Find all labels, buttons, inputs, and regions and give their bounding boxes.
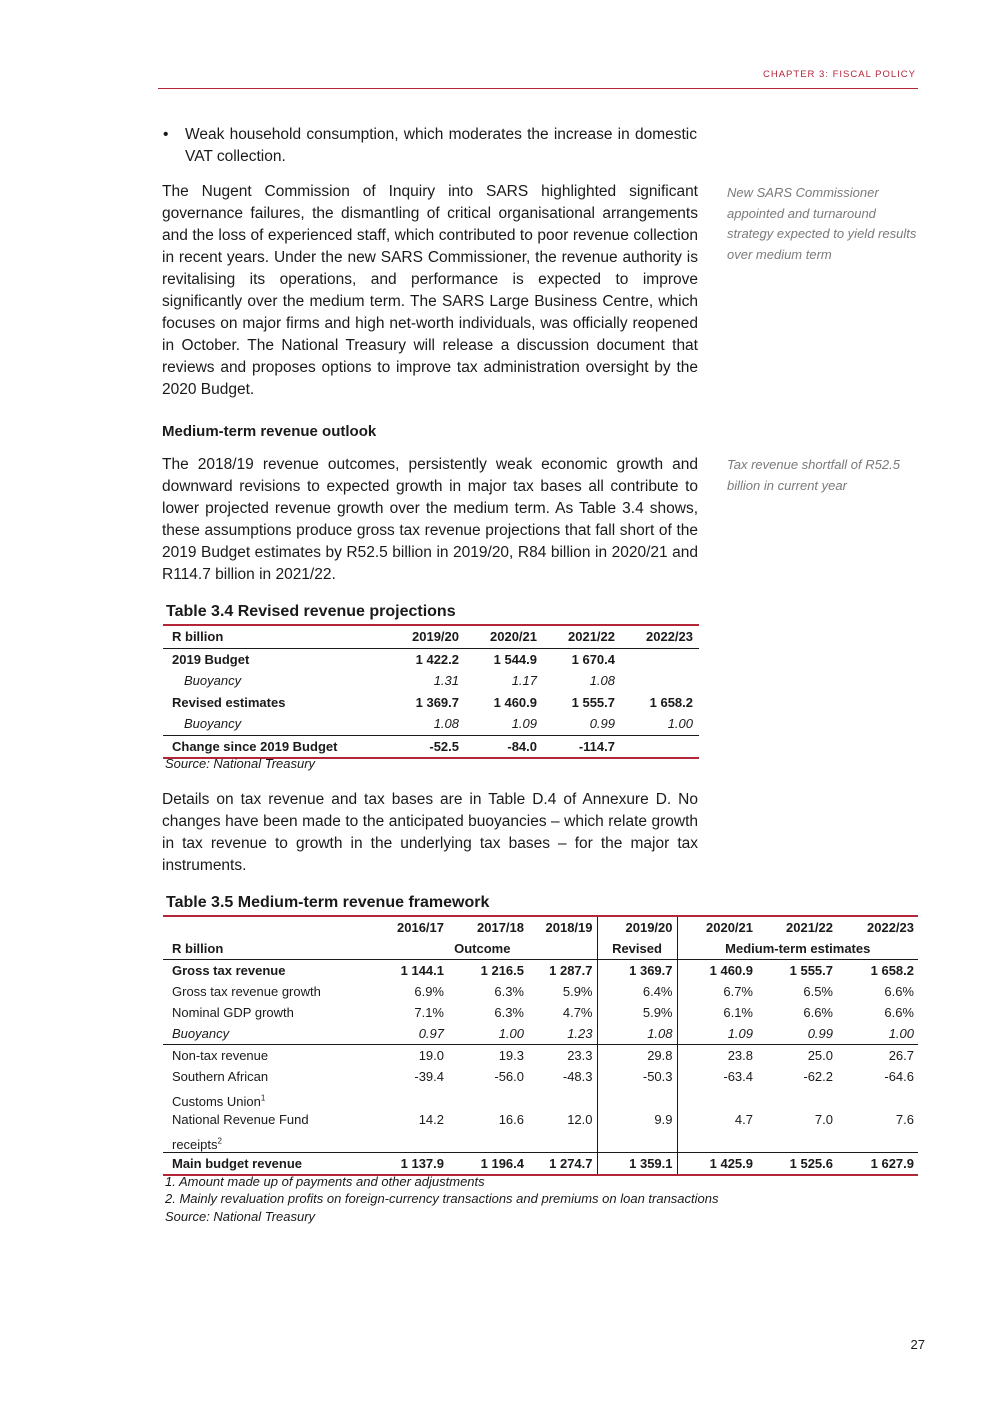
paragraph-sars: The Nugent Commission of Inquiry into SARS highlighted significant governance failures, the dismantling of critical organisational arrangements and the loss of experienced staff, which contributed to poor revenue collection in recent years. Under the new SARS Commissioner, the revenue authority is revitalising its operations, and performance is expected to improve significantly over the medium term. The SARS Large Business Centre, which focuses on major firms and high net-worth individuals, was officially reopened in October. The National Treasury will release a discussion document that reviews and proposes options to improve tax administration oversight by the 2020 Budget. — [162, 183, 698, 398]
row-label: Non-tax revenue — [163, 1045, 368, 1067]
table-3-4-source: Source: National Treasury — [165, 756, 316, 771]
cell: 1 196.4 — [448, 1153, 528, 1176]
cell: 5.9% — [562, 984, 593, 999]
table-row-continuation — [163, 1130, 918, 1153]
cell — [621, 735, 699, 758]
cell: 1.00 — [667, 716, 693, 732]
cell: 1 359.1 — [597, 1153, 677, 1176]
footnote-marker: 1 — [260, 1093, 266, 1103]
cell: 4.7 — [677, 1109, 757, 1130]
row-label: Buoyancy — [184, 716, 242, 732]
cell: -50.3 — [597, 1066, 677, 1087]
cell: 23.3 — [528, 1045, 597, 1067]
table-header-row — [163, 916, 918, 938]
cell: 6.6% — [803, 1005, 833, 1020]
cell: 7.6 — [895, 1112, 914, 1127]
cell: 1.17 — [511, 673, 537, 689]
cell: 1.09 — [677, 1023, 757, 1045]
chapter-header: CHAPTER 3: FISCAL POLICY — [763, 69, 916, 80]
cell: -63.4 — [677, 1066, 757, 1087]
row-label-continued: receipts$^2$ — [172, 1136, 222, 1152]
cell: 6.9% — [414, 984, 444, 999]
table-row — [163, 1002, 918, 1023]
table-row — [163, 1045, 918, 1067]
column-header: 2019/20 — [597, 916, 677, 938]
cell — [621, 648, 699, 670]
row-label: Main budget revenue — [163, 1153, 368, 1176]
cell: 6.5% — [803, 984, 833, 999]
cell: 16.6 — [498, 1112, 524, 1127]
cell: 25.0 — [757, 1045, 837, 1067]
cell: 7.1% — [414, 1005, 444, 1020]
cell: 12.0 — [567, 1112, 593, 1127]
column-header: 2021/22 — [786, 920, 833, 935]
group-medium-term: Medium-term estimates — [677, 938, 918, 960]
cell: 1 658.2 — [649, 694, 693, 710]
cell: 6.6% — [884, 1005, 914, 1020]
footnote-marker: 2 — [217, 1136, 222, 1146]
margin-note-shortfall: Tax revenue shortfall of R52.5 billion in current year — [727, 457, 900, 493]
cell: 29.8 — [597, 1045, 677, 1067]
cell: 1 555.7 — [789, 963, 833, 978]
cell: 1.08 — [597, 1023, 677, 1045]
cell: 1 555.7 — [571, 694, 615, 710]
cell: -56.0 — [494, 1069, 524, 1084]
cell: 1.23 — [567, 1026, 593, 1041]
table-row — [163, 1066, 918, 1087]
cell: 1 460.9 — [677, 960, 757, 982]
margin-note-sars: New SARS Commissioner appointed and turnaround strategy expected to yield results over medium term — [727, 185, 917, 262]
cell: 1 144.1 — [400, 963, 444, 978]
cell: -48.3 — [562, 1069, 593, 1084]
group-revised: Revised — [597, 938, 677, 960]
footnote-1: 1. Amount made up of payments and other adjustments — [165, 1174, 485, 1189]
cell: 1 658.2 — [870, 963, 914, 978]
section-heading: Medium-term revenue outlook — [162, 423, 377, 440]
column-header: 2022/23 — [621, 625, 699, 648]
cell: 1 287.7 — [549, 963, 593, 978]
cell: 5.9% — [597, 1002, 677, 1023]
row-label: Buoyancy — [172, 1026, 230, 1041]
table-group-row — [163, 938, 918, 960]
cell: 1.09 — [511, 716, 537, 732]
cell: -52.5 — [387, 735, 465, 758]
cell: 6.1% — [677, 1002, 757, 1023]
row-label-continued: Customs Union$^1$ — [172, 1093, 266, 1109]
cell: 1 369.7 — [597, 960, 677, 982]
column-header: 2022/23 — [867, 920, 914, 935]
cell: 23.8 — [677, 1045, 757, 1067]
column-header: 2018/19 — [545, 920, 593, 935]
row-label: 2019 Budget — [172, 651, 250, 667]
column-header: 2017/18 — [477, 920, 524, 935]
cell: 1.31 — [433, 673, 459, 689]
row-label: Gross tax revenue growth — [172, 984, 321, 999]
cell — [621, 670, 699, 692]
cell: 6.4% — [597, 981, 677, 1002]
cell: 26.7 — [837, 1045, 918, 1067]
bullet-item — [163, 124, 697, 168]
table-row — [163, 1153, 918, 1176]
cell: 0.99 — [807, 1026, 833, 1041]
cell: 0.99 — [589, 716, 615, 732]
table-3-4-title: Table 3.4 Revised revenue projections — [166, 603, 456, 620]
unit-label: R billion — [163, 625, 387, 648]
table-row — [163, 981, 918, 1002]
row-label: Change since 2019 Budget — [163, 735, 387, 758]
cell: 7.0 — [814, 1112, 833, 1127]
cell: 1 137.9 — [368, 1153, 448, 1176]
cell: 1.08 — [589, 673, 615, 689]
cell: 1.00 — [888, 1026, 914, 1041]
table-row — [163, 648, 699, 670]
table-row-continuation — [163, 1087, 918, 1109]
paragraph-details: Details on tax revenue and tax bases are in Table D.4 of Annexure D. No changes have been made to the anticipated buoyancies – which relate growth in tax revenue to growth in the underlying tax bases – for the major tax instruments. — [162, 791, 698, 874]
cell: 1.08 — [433, 716, 459, 732]
cell: 1 460.9 — [493, 694, 537, 710]
cell: 1 627.9 — [837, 1153, 918, 1176]
cell: 1.00 — [498, 1026, 524, 1041]
bullet-dot: • — [163, 126, 169, 143]
row-label: National Revenue Fund — [172, 1112, 309, 1127]
cell: 6.3% — [494, 1005, 524, 1020]
cell: 6.6% — [884, 984, 914, 999]
table-row — [163, 692, 699, 714]
table-row — [163, 713, 699, 735]
footnote-2: 2. Mainly revaluation profits on foreign-currency transactions and premiums on loan transactions — [165, 1191, 719, 1206]
cell: 4.7% — [562, 1005, 593, 1020]
cell: 1 216.5 — [480, 963, 524, 978]
page-number: 27 — [910, 1337, 925, 1352]
group-outcome: Outcome — [368, 938, 597, 960]
cell: 6.3% — [494, 984, 524, 999]
cell: -62.2 — [803, 1069, 833, 1084]
cell: 6.7% — [677, 981, 757, 1002]
table-row — [163, 1023, 918, 1045]
cell: 19.0 — [368, 1045, 448, 1067]
cell: 1 670.4 — [571, 651, 615, 667]
table-3-5 — [163, 915, 918, 1176]
table-3-5-title: Table 3.5 Medium-term revenue framework — [166, 894, 490, 911]
table-row — [163, 1109, 918, 1130]
row-label: Southern African — [172, 1069, 269, 1084]
cell: -84.0 — [465, 735, 543, 758]
header-rule — [158, 88, 918, 89]
unit-label: R billion — [163, 938, 368, 960]
column-header: 2021/22 — [543, 625, 621, 648]
cell: 1 422.2 — [415, 651, 459, 667]
table-3-4 — [163, 624, 699, 759]
cell: 1 525.6 — [757, 1153, 837, 1176]
table-row — [163, 670, 699, 692]
cell: 1 544.9 — [493, 651, 537, 667]
cell: -39.4 — [414, 1069, 444, 1084]
row-label: Gross tax revenue — [172, 963, 286, 978]
cell: -114.7 — [543, 735, 621, 758]
cell: 9.9 — [597, 1109, 677, 1130]
row-label: Buoyancy — [184, 673, 242, 689]
table-row — [163, 735, 699, 758]
bullet-text: Weak household consumption, which moderates the increase in domestic VAT collection. — [185, 126, 697, 165]
cell: 0.97 — [418, 1026, 444, 1041]
table-header-row — [163, 625, 699, 648]
column-header: 2020/21 — [677, 916, 757, 938]
column-header: 2019/20 — [387, 625, 465, 648]
cell: 1 274.7 — [528, 1153, 597, 1176]
row-label: Nominal GDP growth — [172, 1005, 294, 1020]
column-header: 2020/21 — [465, 625, 543, 648]
table-3-5-source: Source: National Treasury — [165, 1209, 316, 1224]
cell: 1 425.9 — [677, 1153, 757, 1176]
row-label: Revised estimates — [172, 694, 286, 710]
column-header: 2016/17 — [397, 920, 444, 935]
cell: 1 369.7 — [415, 694, 459, 710]
cell: -64.6 — [884, 1069, 914, 1084]
paragraph-outlook: The 2018/19 revenue outcomes, persistently weak economic growth and downward revisions to expected growth in major tax bases all contribute to lower projected revenue growth over the medium term. As Table 3.4 shows, these assumptions produce gross tax revenue projections that fall short of the 2019 Budget estimates by R52.5 billion in 2019/20, R84 billion in 2020/21 and R114.7 billion in 2021/22. — [162, 456, 698, 583]
table-row — [163, 960, 918, 982]
cell: 19.3 — [448, 1045, 528, 1067]
cell: 14.2 — [418, 1112, 444, 1127]
